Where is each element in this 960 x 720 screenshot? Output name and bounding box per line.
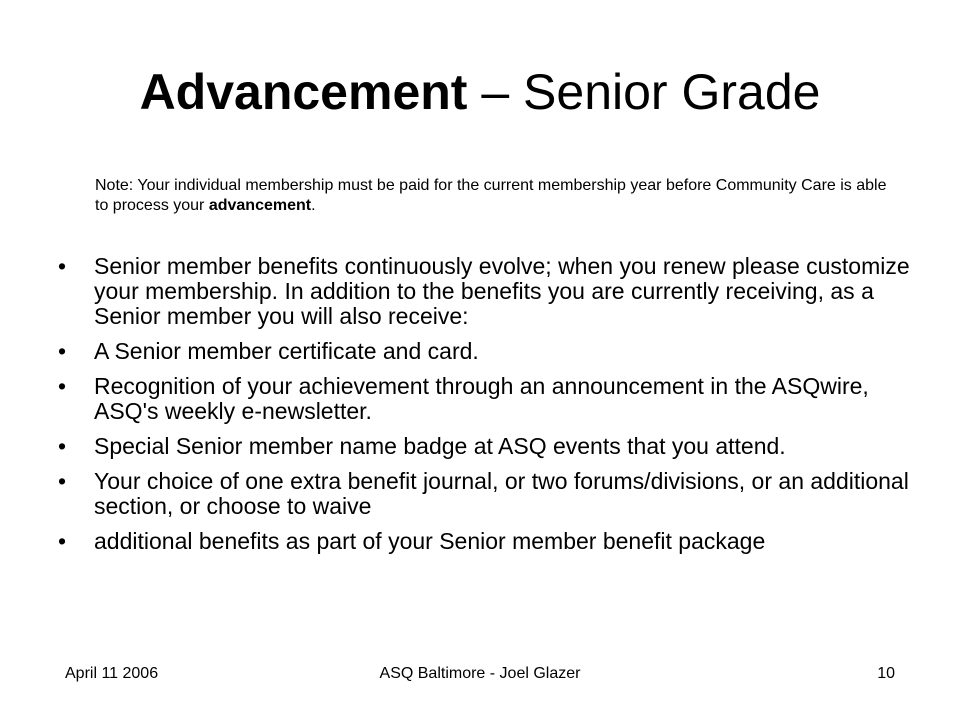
list-item-text: Your choice of one extra benefit journal, or two forums/divisions, or an additional section, or choose to waive [94,468,909,519]
footer-presenter: ASQ Baltimore - Joel Glazer [379,665,581,682]
list-item-text: A Senior member certificate and card. [94,338,479,364]
slide-title [0,60,960,124]
list-item-text: Senior member benefits continuously evolve; when you renew please customize your membership. In addition to the benefits you are currently receiving, as a Senior member you will also receive: [94,253,910,329]
bullet-icon: • [58,338,67,364]
bullet-icon: • [58,433,67,459]
list-item-text: Special Senior member name badge at ASQ events that you attend. [94,433,786,459]
note-bold: advancement [208,197,312,214]
title-rest: – Senior Grade [467,64,821,120]
list-item [58,254,918,329]
page-number: 10 [877,665,895,682]
note-text: Note: Your individual membership must be paid for the current membership year before Community Care is able to process your [95,177,887,214]
list-item [58,529,918,554]
list-item [58,374,918,424]
list-item [58,339,918,364]
note-end: . [311,197,316,214]
list-item-text: additional benefits as part of your Senior member benefit package [94,528,766,554]
bullet-icon: • [58,468,67,494]
bullet-icon: • [58,528,67,554]
footer-date: April 11 2006 [65,665,159,682]
bullet-icon: • [58,373,67,399]
membership-note [95,176,895,216]
benefit-list [58,254,918,564]
list-item-text: Recognition of your achievement through an announcement in the ASQwire, ASQ's weekly e-newsletter. [94,373,869,424]
title-bold: Advancement [139,64,468,120]
list-item [58,434,918,459]
bullet-icon: • [58,253,67,279]
list-item [58,469,918,519]
